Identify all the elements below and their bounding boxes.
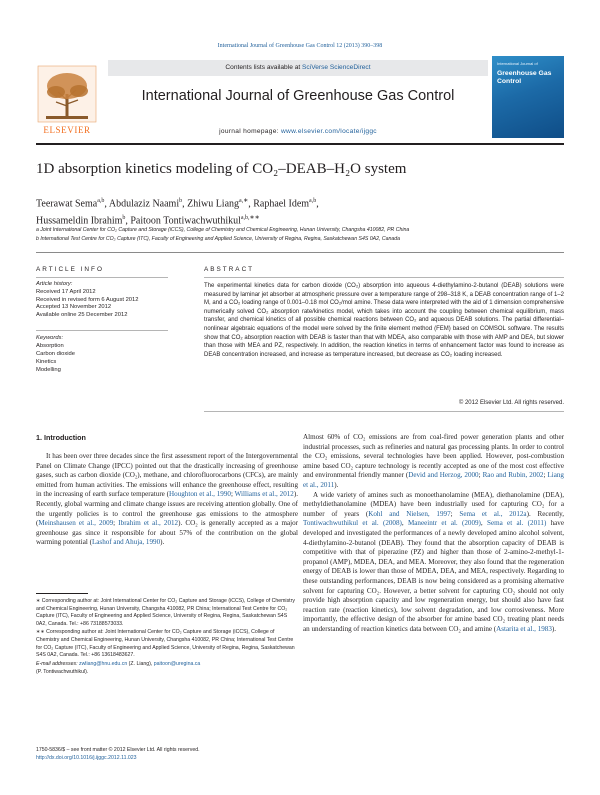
article-info-rule [36,277,168,278]
abstract-rule-bottom [204,411,564,412]
abstract-heading: ABSTRACT [204,266,255,273]
author-affiliation-marker[interactable]: a,b [97,198,105,204]
author-affiliation-marker[interactable]: a,b [309,198,317,204]
keyword-item: Carbon dioxide [36,351,75,357]
author-name: Hussameldin Ibrahim [36,215,123,227]
journal-homepage [108,128,488,135]
abstract-rule-top [204,277,564,278]
paragraph-text: have developed and investigated the performances of a newly developed amino alcohol solvent, 4-diethylamino-2-butanol (DEAB). They found that the absorption capacity of DEAB is competitive with that of piperazine (PZ) and higher than those of 2-amino-2-methyl-1-propanol (AMP), MDEA, DEA, and MEA. Moreover, they also found that the regeneration energy of DEAB is lower than those of MDEA, DEA, and MEA, respectively. Regarding to these outstanding performances, DEAB is now being considered as a promising alternative solvent for capturing CO₂. However, a better solvent for capturing CO₂ should not only provide high absorption capacity and low regeneration energy, but should also have fast reaction rate (reaction kinetics), low solvent degradation, and low corrosiveness. More importantly, the effective design of the absorber for amine based CO₂ treating plant needs an understanding of reaction kinetics data between CO₂ and amine ( [303,519,564,633]
elsevier-wordmark: ELSEVIER [43,125,91,135]
citation-link[interactable]: Rao and Rubin, 2002 [482,471,544,480]
citation-link[interactable]: Sema et al. (2011) [487,519,547,528]
paragraph-text: ; [113,519,119,528]
sciencedirect-link[interactable]: SciVerse ScienceDirect [302,64,371,71]
homepage-label: journal homepage: [219,128,281,135]
cover-subtitle: International Journal of [497,61,538,66]
paragraph-text: ). [551,624,557,633]
keywords-rule [36,330,168,331]
history-heading: Article history: [36,281,73,287]
paragraph-text: ). [334,480,339,489]
body-column-left [36,452,298,548]
article-info-heading: ARTICLE INFO [36,266,104,273]
paragraph-text: ). CO₂ is generally accepted as a major greenhouse gas since it responsible for about 57% of the contribution on the global warming potential ( [36,519,299,547]
footnote-emails [36,661,298,669]
paragraph [303,433,564,491]
authors-line-2: Hussameldin Ibrahim$^b$, Paitoon Tontiwachwuthikul$^{a,b,∗∗}$ [36,215,260,227]
affiliation-b: b International Test Centre for CO₂ Capture (ITC), Faculty of Engineering and Applied Science, University of Regina, Regina, Saskatchewan S4S 0A2, Canada [36,235,401,242]
citation-link[interactable]: Meinshausen et al., 2009 [38,519,114,528]
citation-link[interactable]: Maneeintr et al. (2009) [407,519,481,528]
author-affiliation-marker[interactable]: b [122,215,126,222]
paragraph-text: ; [230,490,235,499]
author-name: Zhiwu Liang [187,198,240,210]
paragraph [36,452,298,548]
citation-link[interactable]: Williams et al., 2012 [234,490,294,499]
citation-link[interactable]: Houghton et al., 1990 [169,490,231,499]
author-name: Paitoon Tontiwachwuthikul [130,215,241,227]
body-column-right [303,433,564,634]
author-list [36,194,564,229]
author-name: Raphael Idem [253,198,310,210]
history-revised: Received in revised form 6 August 2012 [36,296,139,303]
authors-line-1: Teerawat Sema$^{a,b}$, Abdulaziz Naami$^b$, Zhiwu Liang$^{a,∗}$, Raphael Idem$^{a,b}$, [36,198,319,210]
footnote-corresponding-2: ∗∗ Corresponding author at: Joint International Center for CO₂ Capture and Storage (iCCS), College of Chemistry and Chemical Engineering, Hunan University, Changsha 410082, PR China; International Test Centre for CO₂ Capture (ITC), Faculty of Engineering and Applied Science, University of Regina, Regina, Saskatchewan S4S 0A2, Canada. Tel.: +86 13618483627. [36,629,295,659]
journal-cover-image [492,56,564,138]
elsevier-tree-logo [36,64,98,130]
cover-title: Greenhouse Gas Control [497,70,552,85]
citation-link[interactable]: Ibrahim et al., 2012 [118,519,179,528]
paragraph-text: ; [450,509,460,518]
paragraph-text: Almost 60% of CO₂ emissions are from coal-fired power generation plants and other industrial processes, such as refineries and natural gas processing plants. In order to control the CO₂ emissions, several technologies have been applied. However, post-combustion amine based CO₂ capture technology is recently accepted as one of the most cost effective and environmental friendly manner ( [303,433,564,480]
issn-and-doi [36,747,298,763]
paragraph-text: ; [543,471,548,480]
citation-link[interactable]: Lashof and Ahuja, 1990 [91,538,161,547]
paragraph-text: ). [160,538,165,547]
journal-title: International Journal of Greenhouse Gas Control [141,88,455,104]
email-name-liang: (Z. Liang), [127,660,154,667]
paragraph [303,491,564,635]
history-received: Received 17 April 2012 [36,288,96,295]
paragraph-text: ). Recently, global warming and climate change issues are receiving attention globally. One of the urgently policies is to control the greenhouse gas emissions to the atmosphere ( [36,490,298,528]
author-name: Abdulaziz Naami [108,198,180,210]
section-heading-introduction: 1. Introduction [36,433,86,442]
keywords-heading: Keywords: [36,335,64,341]
citation-link[interactable]: Liang et al., 2011 [303,471,564,489]
copyright-notice: © 2012 Elsevier Ltd. All rights reserved. [458,400,564,406]
title-divider [36,252,564,253]
contents-prefix: Contents lists available at [225,64,303,71]
email-label: E-mail addresses: [36,660,79,667]
doi-link[interactable]: http://dx.doi.org/10.1016/j.ijggc.2012.11.023 [36,754,137,761]
affiliations [36,226,564,243]
paragraph-text: It has been over three decades since the first assessment report of the Intergovernmental Panel on Climate Change (IPCC) pointed out that the drastically increasing of greenhouse gases, such as carbon dioxide (CO₂), methane, and chlorofluorocarbons (CFCs), are mainly emitted from human activities. The emissions will enhance the greenhouse effect, resulting in the increasing of earth surface temperature ( [36,452,298,499]
paragraph-text: ). Recently, [526,509,565,518]
author-name: Teerawat Sema [36,198,98,210]
paragraph-text: ; [478,471,483,480]
author-affiliation-marker[interactable]: a,b,∗∗ [240,215,260,222]
email-link-liang[interactable]: zwliang@hnu.edu.cn [78,660,128,667]
citation-link[interactable]: Kohl and Nielsen, 1997 [368,509,451,518]
contents-banner [108,60,488,76]
keyword-item: Kinetics [36,359,57,365]
homepage-link[interactable]: www.elsevier.com/locate/ijggc [280,128,377,135]
citation-link[interactable]: Sema et al., 2012a [459,509,527,518]
footnotes [36,598,298,678]
keyword-item: Modelling [36,367,61,373]
citation-link[interactable]: Devid and Herzog, 2000 [408,471,479,480]
abstract-text: The experimental kinetics data for carbon dioxide (CO₂) absorption into aqueous 4-diethylamino-2-butanol (DEAB) solutions were measured by laminar jet absorber at atmospheric pressure over a temperature range of 298–318 K, a DEAB concentration range of 1–2 M, and a CO₂ loading range of 0.001–0.18 mol CO₂/mol amine. These data were interpreted with the aid of 1 dimension comprehensive numerically solved CO₂ absorption rate/kinetics model, which takes into account the coupling between chemical equilibrium, mass transfer, and chemical kinetics of all possible chemical reactions between CO₂ and aqueous DEAB solutions. The partial differential–nonlinear algebraic equations of the model were solved by the finite element method (FEM) based on COMSOL software. The results show that CO₂ absorption reaction with DEAB is faster than that with MDEA, also comparable with those with AMP and DEA, but slower than those with MEA and PZ, respectively. In addition, the reaction kinetics in terms of enhancement factor was found to increase as DEAB concentration increased, and increase as temperature increased, but decrease as CO₂ loading increased. [204,283,564,358]
keyword-item: Absorption [36,343,64,349]
keywords [36,334,168,374]
paragraph-text: , [401,519,408,528]
author-affiliation-marker[interactable]: b [179,198,183,204]
footnote-corresponding-1: ∗ Corresponding author at: Joint International Center for CO₂ Capture and Storage (iCCS), College of Chemistry and Chemical Engineering, Hunan University, Changsha 410082, PR China; International Test Centre for CO₂ Capture (ITC), Faculty of Engineering and Applied Science, University of Regina, Regina, Saskatchewan S4S 0A2, Canada. Tel.: +86 73188573033. [36,598,295,627]
author-affiliation-marker[interactable]: a,∗ [239,198,249,204]
email-link-tontiwachwuthikul[interactable]: paitoon@uregina.ca [153,660,201,667]
paragraph-text: A wide variety of amines such as monoethanolamine (MEA), diethanolamine (DEA), methyldiethanolamine (MDEA) have been industrially used for capturing CO₂ for a number of years ( [303,490,564,518]
issn-line: 1750-5836/$ – see front matter © 2012 Elsevier Ltd. All rights reserved. [36,747,200,753]
citation-link[interactable]: Astarita et al., 1983 [496,624,552,633]
article-title: 1D absorption kinetics modeling of CO₂–DEAB–H₂O system [36,161,407,177]
affiliation-a: a Joint International Center for CO₂ Capture and Storage (iCCS), College of Chemistry and Chemical Engineering, Hunan University, Changsha 410082, PR China [36,227,410,233]
citation-link[interactable]: Tontiwachwuthikul et al. (2008) [303,519,402,528]
paragraph-text: , [480,519,487,528]
history-online: Available online 25 December 2012 [36,312,128,319]
email-name-tontiwachwuthikul: (P. Tontiwachwuthikul). [36,669,89,676]
history-accepted: Accepted 13 November 2012 [36,304,112,311]
footnote-rule [36,593,88,594]
header-divider [36,143,564,145]
journal-reference[interactable]: International Journal of Greenhouse Gas Control 12 (2013) 390–398 [217,43,383,49]
article-history [36,281,168,320]
